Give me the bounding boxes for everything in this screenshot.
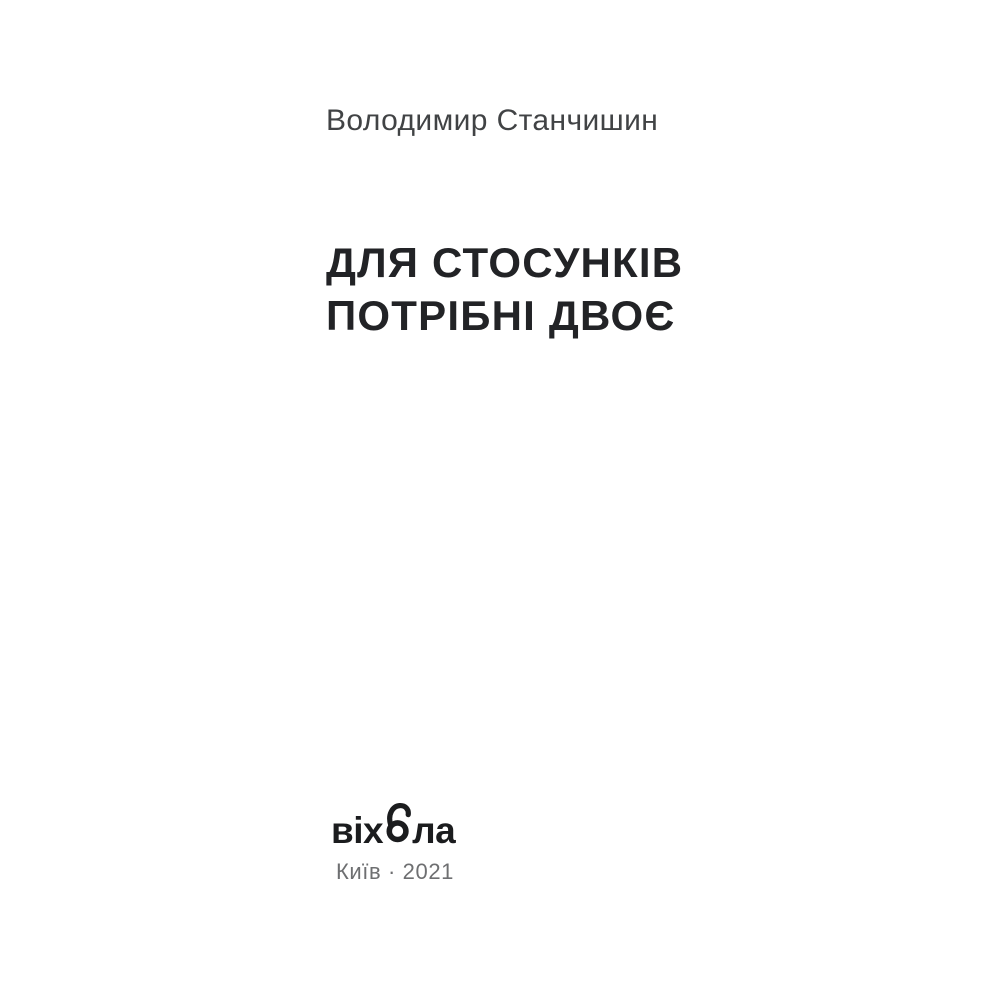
- book-title-line1: ДЛЯ СТОСУНКІВ: [326, 239, 684, 286]
- book-title-line2: ПОТРІБНІ ДВОЄ: [326, 292, 676, 339]
- publisher-logo-text-right: ла: [412, 810, 456, 851]
- publisher-logo-text-left: віх: [331, 810, 384, 851]
- book-author: Володимир Станчишин: [326, 104, 659, 137]
- vortex-o-icon: [385, 802, 411, 843]
- publisher-imprint: Київ · 2021: [336, 859, 454, 884]
- book-title: [326, 236, 683, 342]
- publisher-logo: [331, 802, 456, 851]
